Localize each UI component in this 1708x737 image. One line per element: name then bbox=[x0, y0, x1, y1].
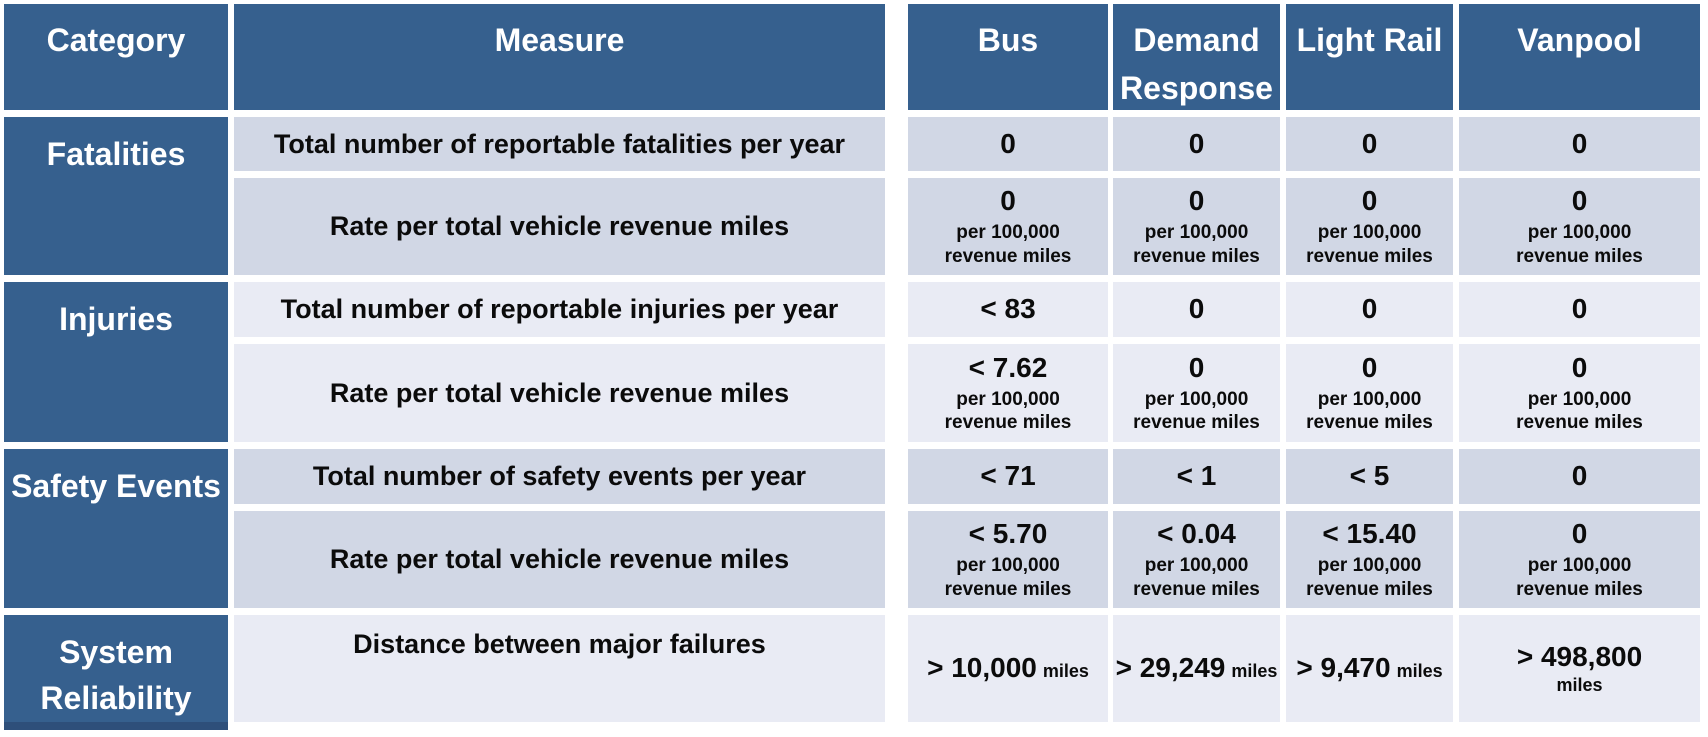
value-fatalities-rate-vanpool bbox=[1459, 178, 1700, 275]
unit-line2: revenue miles bbox=[1516, 578, 1643, 600]
unit-line2: revenue miles bbox=[1516, 245, 1643, 267]
value-safety-events-rate-vanpool bbox=[1459, 511, 1700, 608]
header-cell-category: Category bbox=[4, 4, 228, 110]
value-unit: miles bbox=[1042, 661, 1089, 682]
value-system-reliability-light-rail bbox=[1286, 615, 1453, 722]
value-unit bbox=[1133, 388, 1260, 434]
measure-injuries-rate: Rate per total vehicle revenue miles bbox=[234, 344, 885, 442]
measure-safety-events-total: Total number of safety events per year bbox=[234, 449, 885, 504]
value-main: 0 bbox=[1000, 127, 1016, 159]
value-main: < 5.70 bbox=[968, 518, 1048, 550]
unit-line2: revenue miles bbox=[944, 578, 1072, 600]
unit-line1: per 100,000 bbox=[1144, 222, 1249, 244]
category-cell-injuries: Injuries bbox=[4, 282, 228, 442]
header-cell-light-rail: Light Rail bbox=[1286, 4, 1453, 110]
unit-line2: revenue miles bbox=[1133, 245, 1260, 267]
value-injuries-rate-demand-response bbox=[1113, 344, 1280, 442]
value-system-reliability-vanpool bbox=[1459, 615, 1700, 722]
value-injuries-total-bus bbox=[908, 282, 1108, 337]
value-main: 0 bbox=[1361, 293, 1378, 325]
value-main: 0 bbox=[1188, 293, 1205, 325]
measure-fatalities-total: Total number of reportable fatalities per year bbox=[234, 117, 885, 171]
unit-line1: per 100,000 bbox=[1527, 388, 1632, 410]
unit-line1: per 100,000 bbox=[1317, 388, 1422, 410]
value-main: < 83 bbox=[980, 293, 1036, 325]
value-injuries-total-demand-response bbox=[1113, 282, 1280, 337]
value-main: < 0.04 bbox=[1157, 518, 1236, 550]
value-fatalities-total-bus bbox=[908, 117, 1108, 171]
value-fatalities-total-light-rail bbox=[1286, 117, 1453, 171]
value-unit bbox=[1516, 554, 1643, 600]
value-main: 0 bbox=[1571, 351, 1588, 383]
measure-safety-events-rate: Rate per total vehicle revenue miles bbox=[234, 511, 885, 608]
header-cell-measure: Measure bbox=[234, 4, 885, 110]
value-injuries-total-light-rail bbox=[1286, 282, 1453, 337]
value-unit bbox=[1516, 388, 1643, 434]
value-main: 0 bbox=[1361, 127, 1378, 159]
value-fatalities-total-demand-response bbox=[1113, 117, 1280, 171]
unit-line2: revenue miles bbox=[1306, 578, 1433, 600]
value-unit: miles bbox=[1556, 675, 1603, 696]
value-injuries-rate-bus bbox=[908, 344, 1108, 442]
value-unit bbox=[945, 554, 1072, 600]
header-cell-vanpool: Vanpool bbox=[1459, 4, 1700, 110]
category-cell-system-reliability: System Reliability bbox=[4, 615, 228, 730]
value-unit bbox=[1306, 221, 1433, 267]
value-safety-events-rate-light-rail bbox=[1286, 511, 1453, 608]
safety-performance-table bbox=[4, 4, 1700, 722]
value-main: 0 bbox=[1571, 185, 1588, 217]
value-safety-events-total-vanpool bbox=[1459, 449, 1700, 504]
value-safety-events-rate-demand-response bbox=[1113, 511, 1280, 608]
value-main: < 5 bbox=[1349, 460, 1390, 492]
unit-line1: per 100,000 bbox=[1144, 555, 1249, 577]
header-cell-bus: Bus bbox=[908, 4, 1108, 110]
measure-injuries-total: Total number of reportable injuries per year bbox=[234, 282, 885, 337]
value-fatalities-rate-light-rail bbox=[1286, 178, 1453, 275]
value-main: 0 bbox=[1571, 293, 1588, 325]
value-unit bbox=[1306, 554, 1433, 600]
value-injuries-rate-light-rail bbox=[1286, 344, 1453, 442]
value-unit bbox=[1516, 221, 1643, 267]
value-main-line bbox=[927, 652, 1089, 684]
value-main: < 71 bbox=[980, 460, 1036, 492]
value-main: < 1 bbox=[1176, 460, 1217, 492]
measure-fatalities-rate: Rate per total vehicle revenue miles bbox=[234, 178, 885, 275]
value-unit bbox=[1133, 554, 1260, 600]
value-unit: miles bbox=[1396, 661, 1443, 682]
value-safety-events-total-light-rail bbox=[1286, 449, 1453, 504]
value-main: 0 bbox=[1361, 351, 1378, 383]
unit-line1: per 100,000 bbox=[956, 388, 1060, 410]
value-fatalities-rate-demand-response bbox=[1113, 178, 1280, 275]
value-safety-events-rate-bus bbox=[908, 511, 1108, 608]
value-main: > 29,249 bbox=[1115, 652, 1226, 684]
value-fatalities-total-vanpool bbox=[1459, 117, 1700, 171]
value-main: < 15.40 bbox=[1322, 518, 1417, 550]
value-main-line bbox=[1116, 652, 1278, 684]
unit-line1: per 100,000 bbox=[1317, 555, 1422, 577]
value-unit bbox=[945, 388, 1072, 434]
value-main: 0 bbox=[1188, 185, 1205, 217]
value-main-line bbox=[1517, 641, 1642, 696]
value-main: > 9,470 bbox=[1296, 652, 1391, 684]
value-main: 0 bbox=[1571, 518, 1588, 550]
unit-line2: revenue miles bbox=[944, 412, 1072, 434]
unit-line2: revenue miles bbox=[944, 245, 1072, 267]
value-main: 0 bbox=[1188, 127, 1205, 159]
value-injuries-total-vanpool bbox=[1459, 282, 1700, 337]
value-injuries-rate-vanpool bbox=[1459, 344, 1700, 442]
unit-line1: per 100,000 bbox=[956, 555, 1060, 577]
header-cell-demand-response: Demand Response bbox=[1113, 4, 1280, 110]
unit-line1: per 100,000 bbox=[1144, 388, 1249, 410]
value-main: > 10,000 bbox=[927, 652, 1037, 684]
unit-line2: revenue miles bbox=[1306, 245, 1433, 267]
value-main: 0 bbox=[1571, 460, 1588, 492]
measure-system-reliability-distance: Distance between major failures bbox=[234, 615, 885, 722]
unit-line1: per 100,000 bbox=[956, 222, 1060, 244]
value-main: 0 bbox=[1000, 185, 1016, 217]
value-main: 0 bbox=[1188, 351, 1205, 383]
value-safety-events-total-bus bbox=[908, 449, 1108, 504]
value-unit bbox=[945, 221, 1072, 267]
value-unit bbox=[1133, 221, 1260, 267]
unit-line2: revenue miles bbox=[1133, 412, 1260, 434]
value-system-reliability-bus bbox=[908, 615, 1108, 722]
value-main: 0 bbox=[1361, 185, 1378, 217]
value-safety-events-total-demand-response bbox=[1113, 449, 1280, 504]
value-fatalities-rate-bus bbox=[908, 178, 1108, 275]
value-unit: miles bbox=[1231, 661, 1278, 682]
value-main-line bbox=[1296, 652, 1442, 684]
value-main: 0 bbox=[1571, 127, 1588, 159]
unit-line1: per 100,000 bbox=[1317, 222, 1422, 244]
unit-line2: revenue miles bbox=[1133, 578, 1260, 600]
value-main: < 7.62 bbox=[968, 351, 1048, 383]
category-cell-fatalities: Fatalities bbox=[4, 117, 228, 275]
value-main: > 498,800 bbox=[1516, 640, 1643, 672]
unit-line1: per 100,000 bbox=[1527, 555, 1632, 577]
value-unit bbox=[1306, 388, 1433, 434]
value-system-reliability-demand-response bbox=[1113, 615, 1280, 722]
unit-line2: revenue miles bbox=[1306, 412, 1433, 434]
unit-line2: revenue miles bbox=[1516, 412, 1643, 434]
category-cell-safety-events: Safety Events bbox=[4, 449, 228, 608]
unit-line1: per 100,000 bbox=[1527, 222, 1632, 244]
